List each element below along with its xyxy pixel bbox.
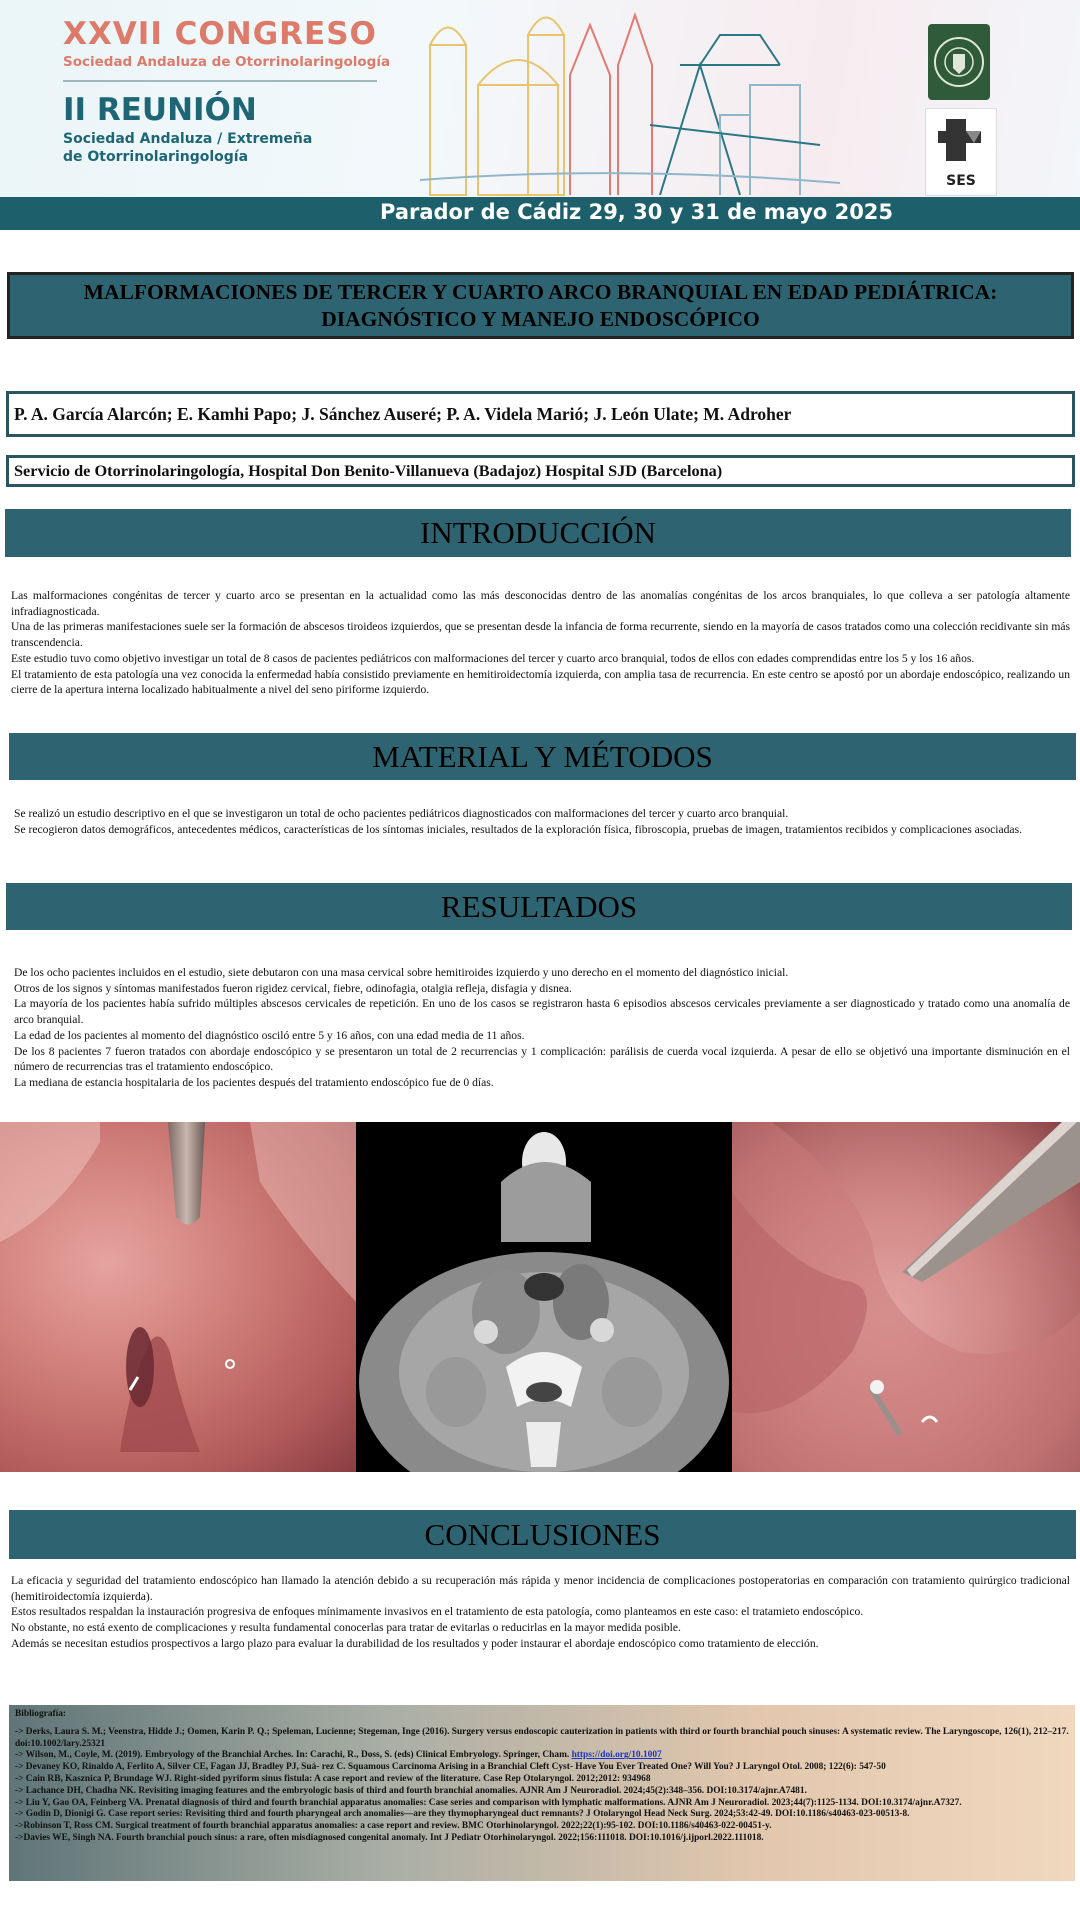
- cadiz-skyline-illustration: [420, 5, 840, 200]
- society-seal-logo: [928, 24, 990, 100]
- intro-heading-bar: [5, 509, 1071, 557]
- bibliography-box: [9, 1705, 1075, 1881]
- reference-item: -> Wilson, M., Coyle, M. (2019). Embryology of the Branchial Arches. In: Carachi, R., Doss, S. (eds) Clinical Embryology. Springer, Cham. https://doi.org/10.1007: [15, 1750, 662, 1761]
- header-divider: [63, 80, 377, 82]
- results-heading: RESULTADOS: [440, 888, 638, 924]
- congress-title: XXVII CONGRESO: [63, 16, 377, 52]
- methods-heading-bar: [9, 733, 1076, 780]
- reference-item: ->Davies WE, Singh NA. Fourth branchial pouch sinus: a rare, often misdiagnosed congenital anomaly. Int J Pediatr Otorhinolaryngol. 2022;156:111018. DOI:10.1016/j.ijporl.2022.111018.: [15, 1832, 764, 1843]
- results-paragraph: La edad de los pacientes al momento del diagnóstico osciló entre 5 y 16 años, con una edad media de 11 años.: [14, 1028, 525, 1042]
- methods-paragraph: Se recogieron datos demográficos, antecedentes médicos, características de los síntomas iniciales, resultados de la exploración física, fibroscopia, pruebas de imagen, tratamientos recibidos y complicaciones asociadas.: [14, 822, 1022, 836]
- reference-item: -> Liu Y, Gao OA, Feinberg VA. Prenatal diagnosis of third and fourth branchial apparatus anomalies: Case series and comparison with lymphatic malformations. AJNR Am J Neuroradiol. 2023;44(7):1125-1134. DOI:10.3174/ajnr.A7327.: [15, 1797, 962, 1808]
- reference-item: ->Robinson T, Ross CM. Surgical treatment of fourth branchial apparatus anomalies: a case report and review. BMC Otorhinolaryngol. 2022;22(1):95-102. DOI:10.1186/s40463-022-00451-y.: [15, 1821, 772, 1832]
- poster-title-line1: MALFORMACIONES DE TERCER Y CUARTO ARCO BRANQUIAL EN EDAD PEDIÁTRICA:: [83, 279, 998, 304]
- doi-link[interactable]: https://doi.org/10.1007: [571, 1750, 662, 1761]
- ses-logo: [925, 108, 997, 196]
- intro-paragraph: El tratamiento de esta patología una vez conocida la enfermedad había consistido previamente en hemitiroidectomía izquierda, con amplia tasa de recurrencia. En este centro se apostó por un abordaje endoscópico, realizando un cierre de la apertura interna localizado habitualmente a nivel del seno piriforme izquierdo.: [11, 667, 1070, 697]
- intro-paragraph: Este estudio tuvo como objetivo investigar un total de 8 casos de pacientes pediátricos con malformaciones del tercer y cuarto arco branquial, todos de ellos con edades comprendidas entre los 5 y los 16 años.: [11, 651, 975, 665]
- reference-item: -> Derks, Laura S. M.; Veenstra, Hidde J.; Oomen, Karin P. Q.; Speleman, Lucienne; Stegeman, Inge (2016). Surgery versus endoscopic cauterization in patients with third or fourth branchial pouch sinuses: A systematic review. The Laryngoscope, 126(1), 212–217. doi:10.1002/lary.25321: [15, 1726, 1069, 1749]
- results-text: [14, 965, 1070, 1091]
- congress-society: Sociedad Andaluza de Otorrinolaringología: [63, 54, 391, 70]
- intro-paragraph: Una de las primeras manifestaciones suele ser la formación de abscesos tiroideos izquierdos, que se presentan desde la infancia de forma recurrente, siendo en la mayoría de casos tratados como una colección recidivante sin más transcendencia.: [11, 620, 1070, 650]
- reference-item: -> Devaney KO, Rinaldo A, Ferlito A, Silver CE, Fagan JJ, Bradley PJ, Suá- rez C. Squamous Carcinoma Arising in a Branchial Cleft Cyst- Have You Ever Treated One? Will You? J Laryngol Otol. 2008; 122(6): 547-50: [15, 1762, 886, 1773]
- reference-item: -> Godin D, Dionigi G. Case report series: Revisiting third and fourth pharyngeal arch anomalies—are they thymopharyngeal duct remnants? J Otolaryngol Head Neck Surg. 2024;53:42-49. DOI:10.1186/s40463-023-00513-8.: [15, 1809, 910, 1820]
- methods-heading: MATERIAL Y MÉTODOS: [372, 738, 713, 774]
- ses-logo-text: SES: [946, 173, 976, 189]
- venue-date: Parador de Cádiz 29, 30 y 31 de mayo 2025: [380, 200, 894, 224]
- conclusions-paragraph: No obstante, no está exento de complicaciones y resulta fundamental conocerlas para tratar de evitarlas o reducirlas en la mayor medida posible.: [11, 1621, 681, 1635]
- results-heading-bar: [6, 883, 1072, 930]
- conclusions-heading-bar: [9, 1510, 1076, 1559]
- methods-text: [14, 806, 1070, 837]
- meeting-title: II REUNIÓN: [63, 92, 257, 128]
- institution: Servicio de Otorrinolaringología, Hospital Don Benito-Villanueva (Badajoz) Hospital SJD (Barcelona): [14, 461, 723, 480]
- intro-paragraph: Las malformaciones congénitas de tercer y cuarto arco se presentan en la actualidad como las más desconocidas dentro de las anomalías congénitas de los arcos branquiales, lo que colleva a ser patología altamente infradiagnosticada.: [11, 589, 1070, 618]
- ct-scan-image: [356, 1122, 732, 1472]
- intro-text: [11, 588, 1070, 698]
- results-paragraph: De los 8 pacientes 7 fueron tratados con abordaje endoscópico y se presentaron un total de 2 recurrencias y 1 complicación: parálisis de cuerda vocal izquierda. A pesar de ello se objetivó una importante disminución en el número de recurrencias tras el tratamiento endoscópico.: [14, 1044, 1070, 1074]
- authors: P. A. García Alarcón; E. Kamhi Papo; J. Sánchez Auseré; P. A. Videla Marió; J. León Ulate; M. Adroher: [14, 403, 792, 424]
- results-paragraph: La mayoría de los pacientes había sufrido múltiples abscesos cervicales de repetición. En uno de los casos se registraron hasta 6 episodios abscesos cervicales previamente a ser diagnosticado y tratado como una anomalía de arco branquial.: [14, 997, 1070, 1027]
- results-paragraph: La mediana de estancia hospitalaria de los pacientes después del tratamiento endoscópico fue de 0 días.: [14, 1075, 494, 1089]
- congress-header: [0, 0, 1080, 230]
- conclusions-heading: CONCLUSIONES: [424, 1516, 661, 1552]
- poster-title: [7, 272, 1074, 339]
- institution-box: [6, 455, 1075, 487]
- conclusions-paragraph: Estos resultados respaldan la instauración progresiva de enfoques mínimamente invasivos en el tratamiento de esta patología, como planteamos en este caso: el tratamieto endoscópico.: [11, 1605, 864, 1619]
- endoscopy-image-right: [732, 1122, 1080, 1472]
- conclusions-text: [11, 1573, 1070, 1652]
- meeting-society: Sociedad Andaluza / Extremeña de Otorrinolaringología: [63, 131, 313, 165]
- results-paragraph: Otros de los signos y síntomas manifestados fueron rigidez cervical, fiebre, odinofagia, otalgia refleja, disfagia y disnea.: [14, 981, 572, 995]
- bibliography-heading: Bibliografía:: [15, 1709, 67, 1719]
- authors-box: [6, 391, 1075, 437]
- conclusions-paragraph: Además se necesitan estudios prospectivos a largo plazo para evaluar la durabilidad de los resultados y poder instaurar el abordaje endoscópico como tratamiento de elección.: [11, 1636, 819, 1650]
- poster-title-line2: DIAGNÓSTICO Y MANEJO ENDOSCÓPICO: [321, 306, 760, 331]
- reference-item: -> Lachance DH, Chadha NK. Revisiting imaging features and the embryologic basis of third and fourth branchial anomalies. AJNR Am J Neuroradiol. 2024;45(2):348–356. DOI:10.3174/ajnr.A7481.: [15, 1785, 807, 1796]
- reference-item: -> Cain RB, Kasznica P, Brundage WJ. Right-sided pyriform sinus fistula: A case report and review of the literature. Case Rep Otolaryngol. 2012;2012: 934968: [15, 1773, 651, 1784]
- results-paragraph: De los ocho pacientes incluidos en el estudio, siete debutaron con una masa cervical sobre hemitiroides izquierdo y uno derecho en el momento del diagnóstico inicial.: [14, 966, 789, 979]
- conclusions-paragraph: La eficacia y seguridad del tratamiento endoscópico han llamado la atención debido a su recuperación más rápida y menor incidencia de complicaciones postoperatorias en comparación con tratamiento quirúrgico tradicional (hemitiroidectomía izquierda).: [11, 1574, 1070, 1603]
- endoscopy-image-left: [0, 1122, 356, 1472]
- intro-heading: INTRODUCCIÓN: [420, 515, 656, 550]
- methods-paragraph: Se realizó un estudio descriptivo en el que se investigaron un total de ocho pacientes pediátricos diagnosticados con malformaciones del tercer y cuarto arco branquial.: [14, 807, 789, 820]
